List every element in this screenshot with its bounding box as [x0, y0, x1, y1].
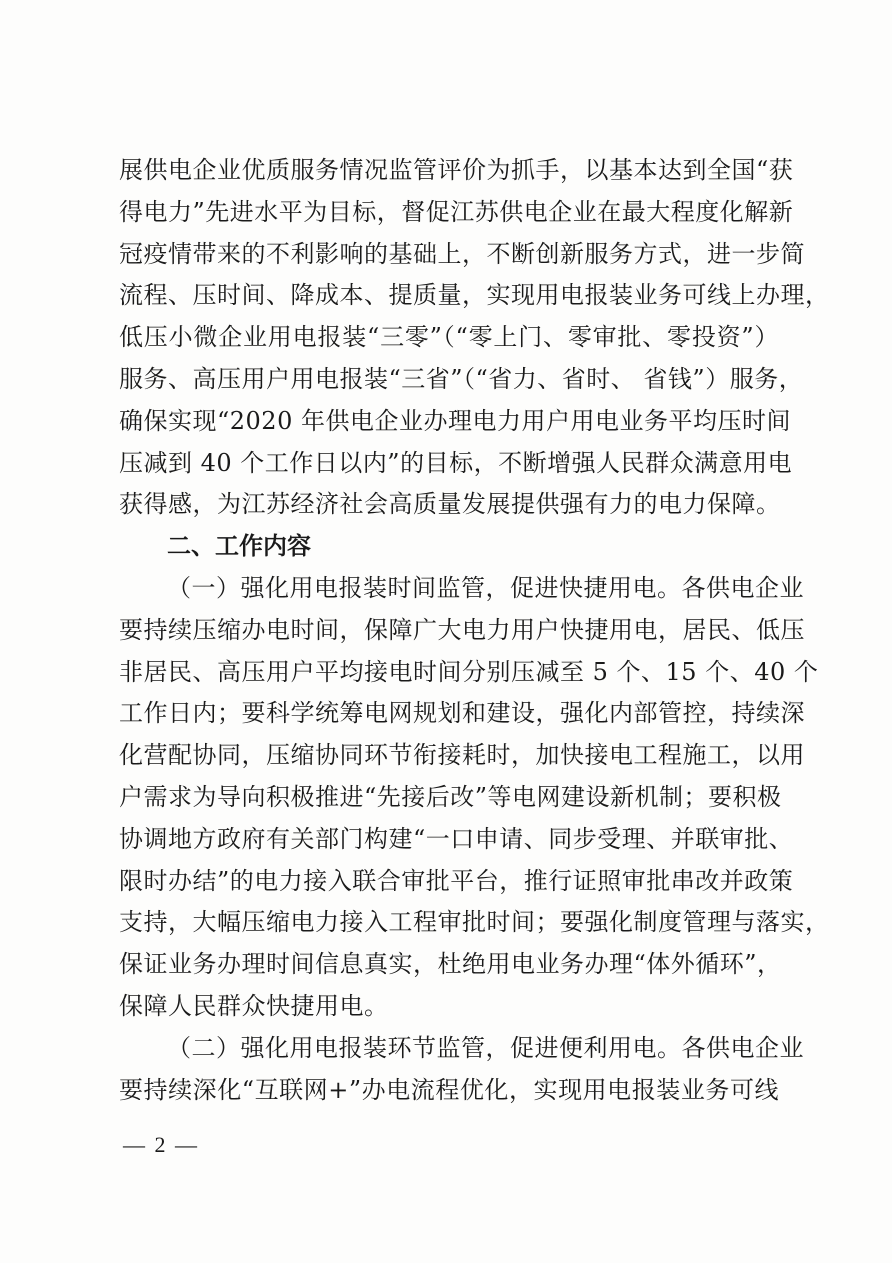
text-line: 要持续深化“互联网+”办电流程优化，实现用电报装业务可线: [119, 1075, 779, 1104]
section-heading: 二、工作内容: [167, 532, 311, 561]
text-line: 限时办结”的电力接入联合审批平台，推行证照审批串改并政策: [119, 866, 794, 895]
text-line: 协调地方政府有关部门构建“一口申请、同步受理、并联审批、: [119, 824, 794, 853]
text-line: 服务、高压用户用电报装“三省”（“省力、省时、 省钱”）服务，: [119, 364, 804, 393]
page-number: — 2 —: [123, 1132, 199, 1157]
text-line: 非居民、高压用户平均接电时间分别压减至 5 个、15 个、40 个: [119, 657, 819, 686]
paragraph-1: [119, 150, 830, 526]
text-line: 工作日内；要科学统筹电网规划和建设，强化内部管控，持续深: [119, 699, 805, 728]
document-body: [119, 150, 830, 1111]
text-line: 获得感，为江苏经济社会高质量发展提供强有力的电力保障。: [119, 490, 781, 519]
text-line: 化营配协同，压缩协同环节衔接耗时，加快接电工程施工，以用: [119, 741, 805, 770]
text-line: 得电力”先进水平为目标，督促江苏供电企业在最大程度化解新: [119, 197, 794, 226]
text-line: 流程、压时间、降成本、提质量，实现用电报装业务可线上办理，: [119, 281, 830, 310]
paragraph-3: [119, 1028, 804, 1112]
text-line: 户需求为导向积极推进“先接后改”等电网建设新机制；要积极: [119, 782, 782, 811]
text-line: 冠疫情带来的不利影响的基础上，不断创新服务方式，进一步简: [119, 239, 805, 268]
text-line: （二）强化用电报装环节监管，促进便利用电。各供电企业: [167, 1033, 804, 1062]
text-line: （一）强化用电报装时间监管，促进快捷用电。各供电企业: [167, 573, 804, 602]
paragraph-2: [119, 568, 830, 1028]
text-line: 确保实现“2020 年供电企业办理电力用户用电业务平均压时间: [119, 406, 791, 435]
text-line: 压减到 40 个工作日以内”的目标，不断增强人民群众满意用电: [119, 448, 793, 477]
text-line: 低压小微企业用电报装“三零”（“零上门、零审批、零投资”）: [119, 323, 779, 352]
text-line: 展供电企业优质服务情况监管评价为抓手，以基本达到全国“获: [119, 156, 794, 184]
text-line: 保障人民群众快捷用电。: [119, 991, 389, 1020]
text-line: 支持，大幅压缩电力接入工程审批时间；要强化制度管理与落实，: [119, 908, 830, 937]
text-line: 保证业务办理时间信息真实，杜绝用电业务办理“体外循环”，: [119, 950, 782, 979]
text-line: 要持续压缩办电时间，保障广大电力用户快捷用电，居民、低压: [119, 615, 805, 644]
